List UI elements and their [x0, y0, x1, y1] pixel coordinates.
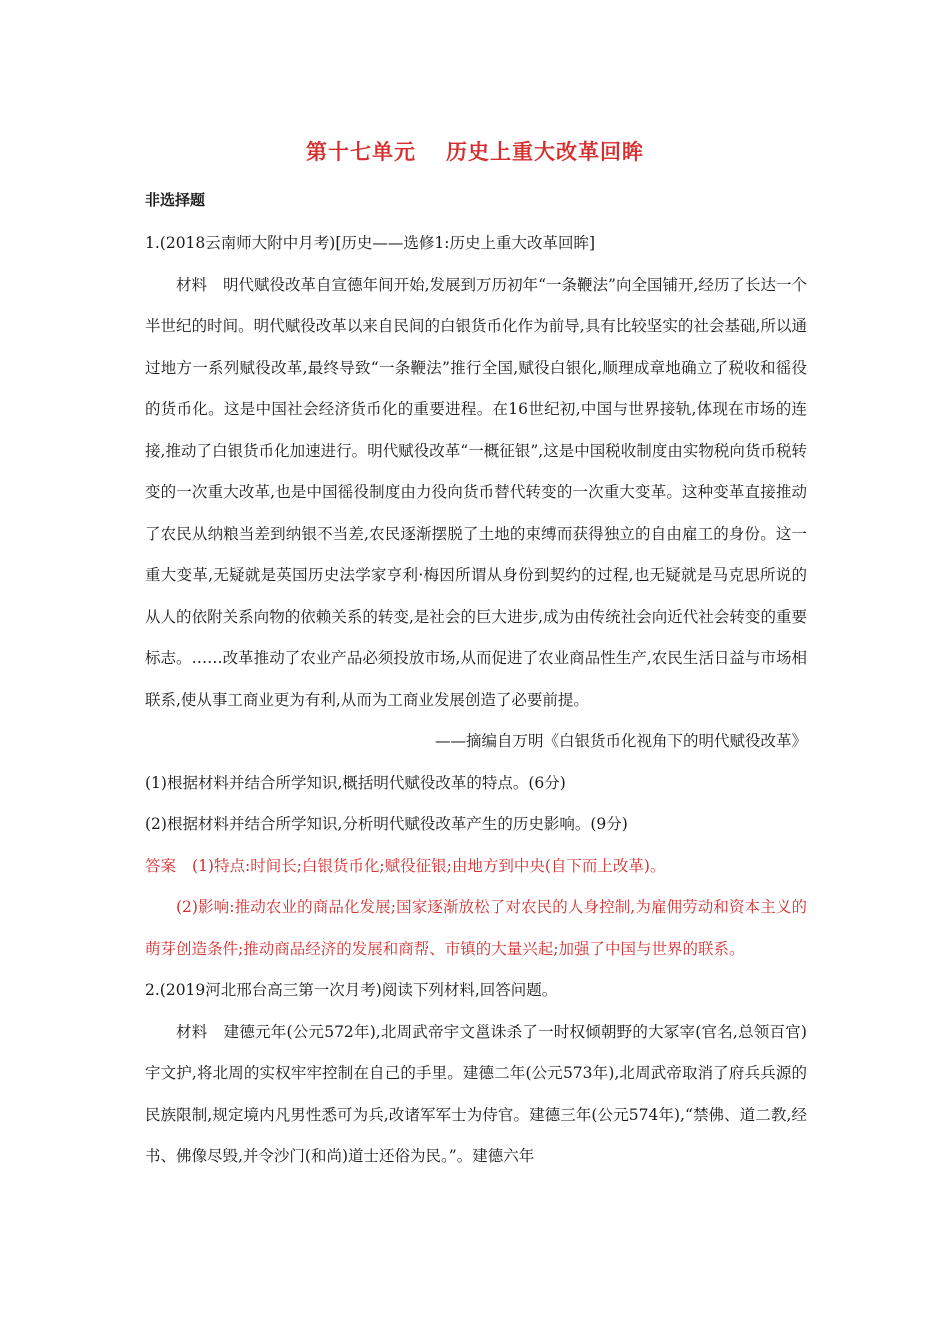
answer1-text: (1)特点:时间长;白银货币化;赋役征银;由地方到中央(自下而上改革)。	[192, 856, 666, 875]
page-title	[0, 136, 950, 166]
q2-material-label: 材料	[176, 1022, 208, 1041]
q2-header: 2.(2019河北邢台高三第一次月考)阅读下列材料,回答问题。	[145, 981, 558, 999]
q1-sub1: (1)根据材料并结合所学知识,概括明代赋役改革的特点。(6分)	[145, 773, 566, 792]
answer-label: 答案	[145, 856, 177, 875]
q1-header: 1.(2018云南师大附中月考)[历史——选修1:历史上重大改革回眸]	[145, 234, 596, 252]
q1-sub2: (2)根据材料并结合所学知识,分析明代赋役改革产生的历史影响。(9分)	[145, 815, 628, 833]
section-heading: 非选择题	[145, 191, 206, 209]
unit-number: 第十七单元	[306, 140, 416, 164]
q2-material-text: 建德元年(公元572年),北周武帝宇文邕诛杀了一时权倾朝野的大冢宰(官名,总领百官)宇文护,将北周的实权牢牢控制在自己的手里。建德二年(公元573年),北周武帝取消了府兵兵源的民族限制,规定境内凡男性悉可为兵,改诸军军士为侍官。建德三年(公元574年),“禁佛、道二教,经书、佛像尽毁,并令沙门(和尚)道士还俗为民。”。建德六年	[145, 1022, 807, 1165]
q1-answer2: (2)影响:推动农业的商品化发展;国家逐渐放松了对农民的人身控制,为雇佣劳动和资本主义的萌芽创造条件;推动商品经济的发展和商帮、市镇的大量兴起;加强了中国与世界的联系。	[145, 898, 807, 958]
q1-source: ——摘编自万明《白银货币化视角下的明代赋役改革》	[434, 732, 807, 750]
q1-material	[145, 265, 807, 722]
q1-material-label: 材料	[176, 275, 208, 294]
q1-material-text: 明代赋役改革自宣德年间开始,发展到万历初年“一条鞭法”向全国铺开,经历了长达一个半世纪的时间。明代赋役改革以来自民间的白银货币化作为前导,具有比较坚实的社会基础,所以通过地方一系列赋役改革,最终导致“一条鞭法”推行全国,赋役白银化,顺理成章地确立了税收和徭役的货币化。这是中国社会经济货币化的重要进程。在16世纪初,中国与世界接轨,体现在市场的连接,推动了白银货币化加速进行。明代赋役改革“一概征银”,这是中国税收制度由实物税向货币税转变的一次重大改革,也是中国徭役制度由力役向货币替代转变的一次重大变革。这种变革直接推动了农民从纳粮当差到纳银不当差,农民逐渐摆脱了土地的束缚而获得独立的自由雇工的身份。这一重大变革,无疑就是英国历史法学家亨利·梅因所谓从身份到契约的过程,也无疑就是马克思所说的从人的依附关系向物的依赖关系的转变,是社会的巨大进步,成为由传统社会向近代社会转变的重要标志。……改革推动了农业产品必须投放市场,从而促进了农业商品性生产,农民生活日益与市场相联系,使从事工商业更为有利,从而为工商业发展创造了必要前提。	[145, 275, 807, 709]
q2-material	[145, 1012, 807, 1178]
unit-title: 历史上重大改革回眸	[446, 140, 644, 164]
questions-body	[145, 223, 807, 1178]
q1-answer1	[145, 846, 807, 888]
